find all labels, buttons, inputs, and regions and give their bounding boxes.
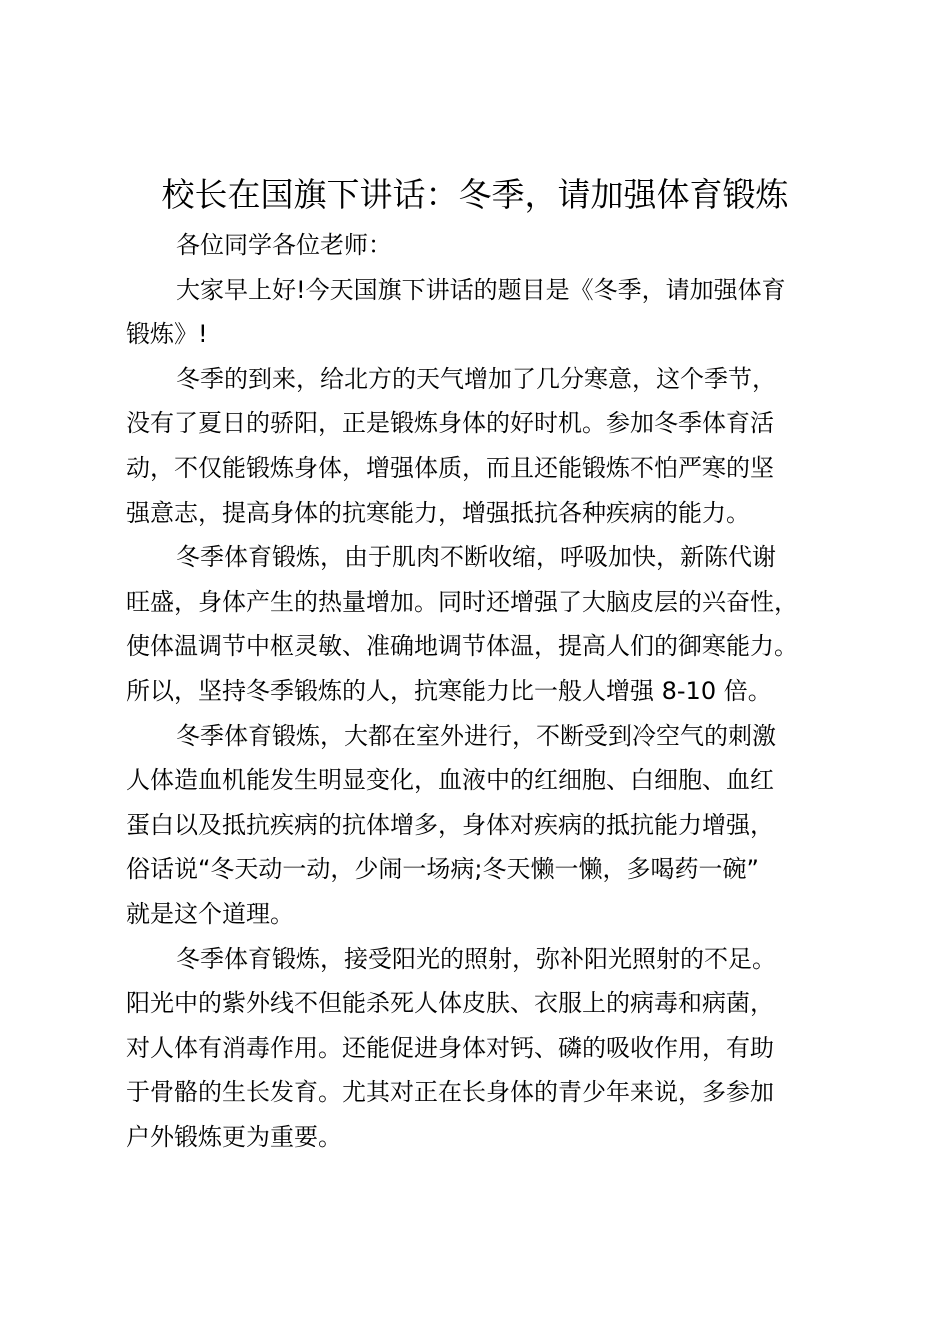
document-title: 校长在国旗下讲话：冬季，请加强体育锻炼 (161, 175, 789, 214)
text-line: 蛋白以及抵抗疾病的抗体增多，身体对疾病的抵抗能力增强， (126, 810, 774, 839)
text-line: 阳光中的紫外线不但能杀死人体皮肤、衣服上的病毒和病菌， (126, 989, 774, 1018)
text-line: 就是这个道理。 (126, 899, 294, 928)
text-line: 锻炼》! (126, 320, 208, 349)
document-body (126, 223, 836, 1159)
text-line: 冬季体育锻炼，大都在室外进行，不断受到冷空气的刺激 (176, 721, 776, 750)
text-line: 使体温调节中枢灵敏、准确地调节体温，提高人们的御寒能力。 (126, 632, 798, 661)
text-line: 于骨骼的生长发育。尤其对正在长身体的青少年来说，多参加 (126, 1078, 774, 1107)
text-line: 大家早上好!今天国旗下讲话的题目是《冬季，请加强体育 (176, 275, 786, 304)
text-line: 旺盛，身体产生的热量增加。同时还增强了大脑皮层的兴奋性， (126, 587, 798, 616)
text-line: 对人体有消毒作用。还能促进身体对钙、磷的吸收作用，有助 (126, 1033, 774, 1062)
text-line: 各位同学各位老师： (176, 231, 392, 259)
text-line: 冬季体育锻炼，接受阳光的照射，弥补阳光照射的不足。 (176, 944, 776, 973)
text-line: 俗话说“冬天动一动，少闹一场病;冬天懒一懒，多喝药一碗” (126, 855, 759, 884)
text-line: 冬季体育锻炼，由于肌肉不断收缩，呼吸加快，新陈代谢 (176, 543, 776, 572)
text-line: 人体造血机能发生明显变化，血液中的红细胞、白细胞、血红 (126, 766, 774, 795)
text-line: 强意志，提高身体的抗寒能力，增强抵抗各种疾病的能力。 (126, 498, 750, 527)
text-line: 所以，坚持冬季锻炼的人，抗寒能力比一般人增强 8-10 倍。 (126, 676, 772, 705)
text-line: 没有了夏日的骄阳，正是锻炼身体的好时机。参加冬季体育活 (126, 409, 774, 438)
text-line: 户外锻炼更为重要。 (126, 1122, 342, 1151)
text-line: 冬季的到来，给北方的天气增加了几分寒意，这个季节， (176, 364, 776, 393)
text-line: 动，不仅能锻炼身体，增强体质，而且还能锻炼不怕严寒的坚 (126, 453, 774, 482)
